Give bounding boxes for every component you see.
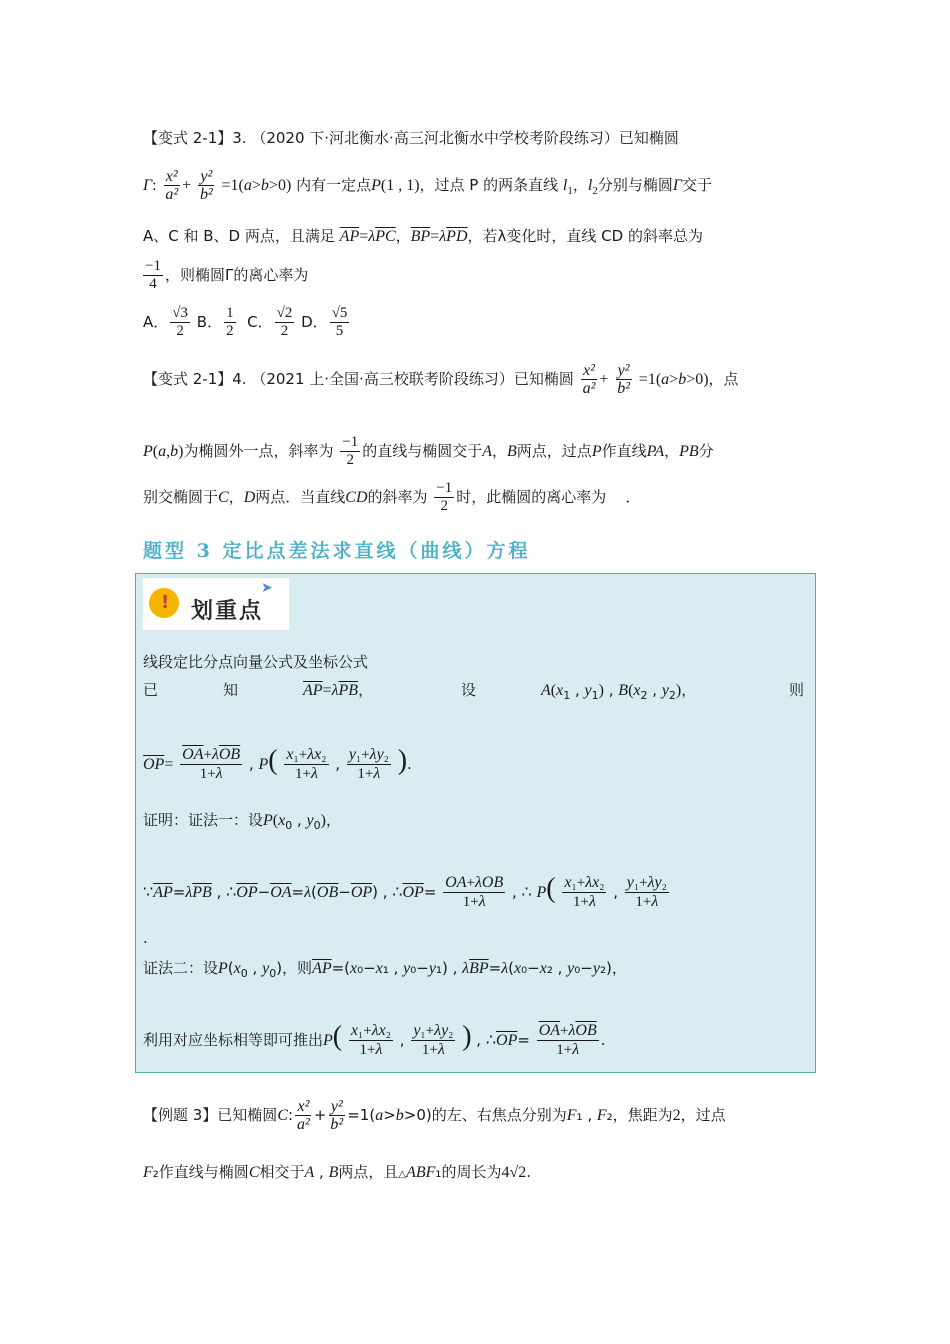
q4-line2: P(a,b)为椭圆外一点，斜率为 $\frac{-1}{2}$ 的直线与椭圆交于A，B两点，过点P作直线PA，PB分 bbox=[143, 434, 714, 468]
box-formula2: $\because\overline{AP}=\lambda\overline{PB}$ , $\therefore\overline{OP}-\overline{OA}=\lambda(\overline{OB}-\overline{OP})$ , $\therefore\overline{OP}=$ $\frac{\overline{OA}+\lambda\overline{OB}}{1+\lambda}$ , ∴ P( $\frac{\text{x₁+λx₂}}{1+\lambda}$ , $\frac{\text{y₁+λy₂}}{1+\lambda}$ bbox=[143, 874, 667, 910]
section-title: 题型 3 定比点差法求直线（曲线）方程 bbox=[143, 540, 531, 562]
box-dot: . bbox=[143, 929, 148, 947]
q3-line4: $\frac{-1}{4}$ ，则椭圆Γ的离心率为 bbox=[145, 258, 309, 292]
ex3-line1: 【例题 3】已知椭圆C: $\frac{\text{x²}}{\text{a²}}$ + $\frac{\text{y²}}{\text{b²}}$ =1(a>b>0)的左、右焦点分别为F₁ , F₂，焦距为2，过点 bbox=[143, 1098, 726, 1133]
ex3-line2: F₂作直线与椭圆C相交于A , B两点，且△ABF₁的周长为4√2. bbox=[143, 1163, 532, 1181]
lightbulb-icon: ! bbox=[149, 588, 179, 618]
q3-line1: 【变式 2-1】3. （2020 下·河北衡水·高三河北衡水中学校考阶段练习）已知椭圆 bbox=[143, 129, 679, 147]
box-proof1: 证明：证法一：设$P(x_0$ , $y_0$)， bbox=[143, 811, 341, 832]
box-proof2: 证法二：设$P(x_0$ , $y_0$)，则$\overline{AP}=(x_0-x_1$ , y₀−y₁) , $\lambda\overline{BP}=\lambda(x_0-x_2$ , y₀−y₂)， bbox=[143, 959, 627, 980]
q3-line2: Γ: $\frac{\text{x²}}{\text{a²}}$ + $\frac{\text{y²}}{\text{b²}}$ =1(a>b>0) 内有一定点P(1 , 1)，过点 P 的两条直线 $l_1$，$l_2$分别与椭圆Γ交于 bbox=[143, 168, 712, 203]
paper-plane-icon: ➤ bbox=[261, 580, 273, 596]
box-line2: 已 知 $\overline{AP}=\lambda\overline{PB}$， 设 $A(x_1$ , $y_1$) , $B(x_2$ , $y_2$)， 则 bbox=[143, 681, 805, 702]
q3-line3: A、C 和 B、D 两点，且满足 $\overline{AP}=\lambda\overline{PC}$，$\overline{BP}=\lambda\overline{PD}$，若λ变化时，直线 CD 的斜率总为 bbox=[143, 227, 703, 245]
box-last: 利用对应坐标相等即可推出P( $\frac{\text{x₁+λx₂}}{1+\lambda}$ , $\frac{\text{y₁+λy₂}}{1+\lambda}$ ) , $\therefore\overline{OP}=$ $\frac{\overline{OA}+\lambda\overline{OB}}{1+\lambda}$ . bbox=[143, 1021, 606, 1058]
box-line1: 线段定比分点向量公式及坐标公式 bbox=[143, 653, 369, 671]
keypoint-badge: ! ➤ 划重点 bbox=[143, 578, 289, 630]
q3-options: A． $\frac{√3}{2}$ B． $\frac{1}{2}$ C． $\frac{√2}{2}$ D． $\frac{√5}{5}$ bbox=[143, 305, 348, 339]
q4-line3: 别交椭圆于C，D两点．当直线CD的斜率为 $\frac{-1}{2}$ 时，此椭圆的离心率为 ． bbox=[143, 480, 641, 514]
q4-line1: 【变式 2-1】4. （2021 上·全国·高三校联考阶段练习）已知椭圆 $\frac{\text{x²}}{\text{a²}}$ + $\frac{\text{y²}}{\text{b²}}$ =1(a>b>0)，点 bbox=[143, 362, 739, 397]
box-formula1: $\overline{OP}=$ $\frac{\overline{OA}+\lambda\overline{OB}}{1+\lambda}$ , P( $\frac{\text{x₁+λx₂}}{1+\lambda}$ , $\frac{\text{y₁+λy₂}}{1+\lambda}$ ). bbox=[143, 745, 412, 782]
